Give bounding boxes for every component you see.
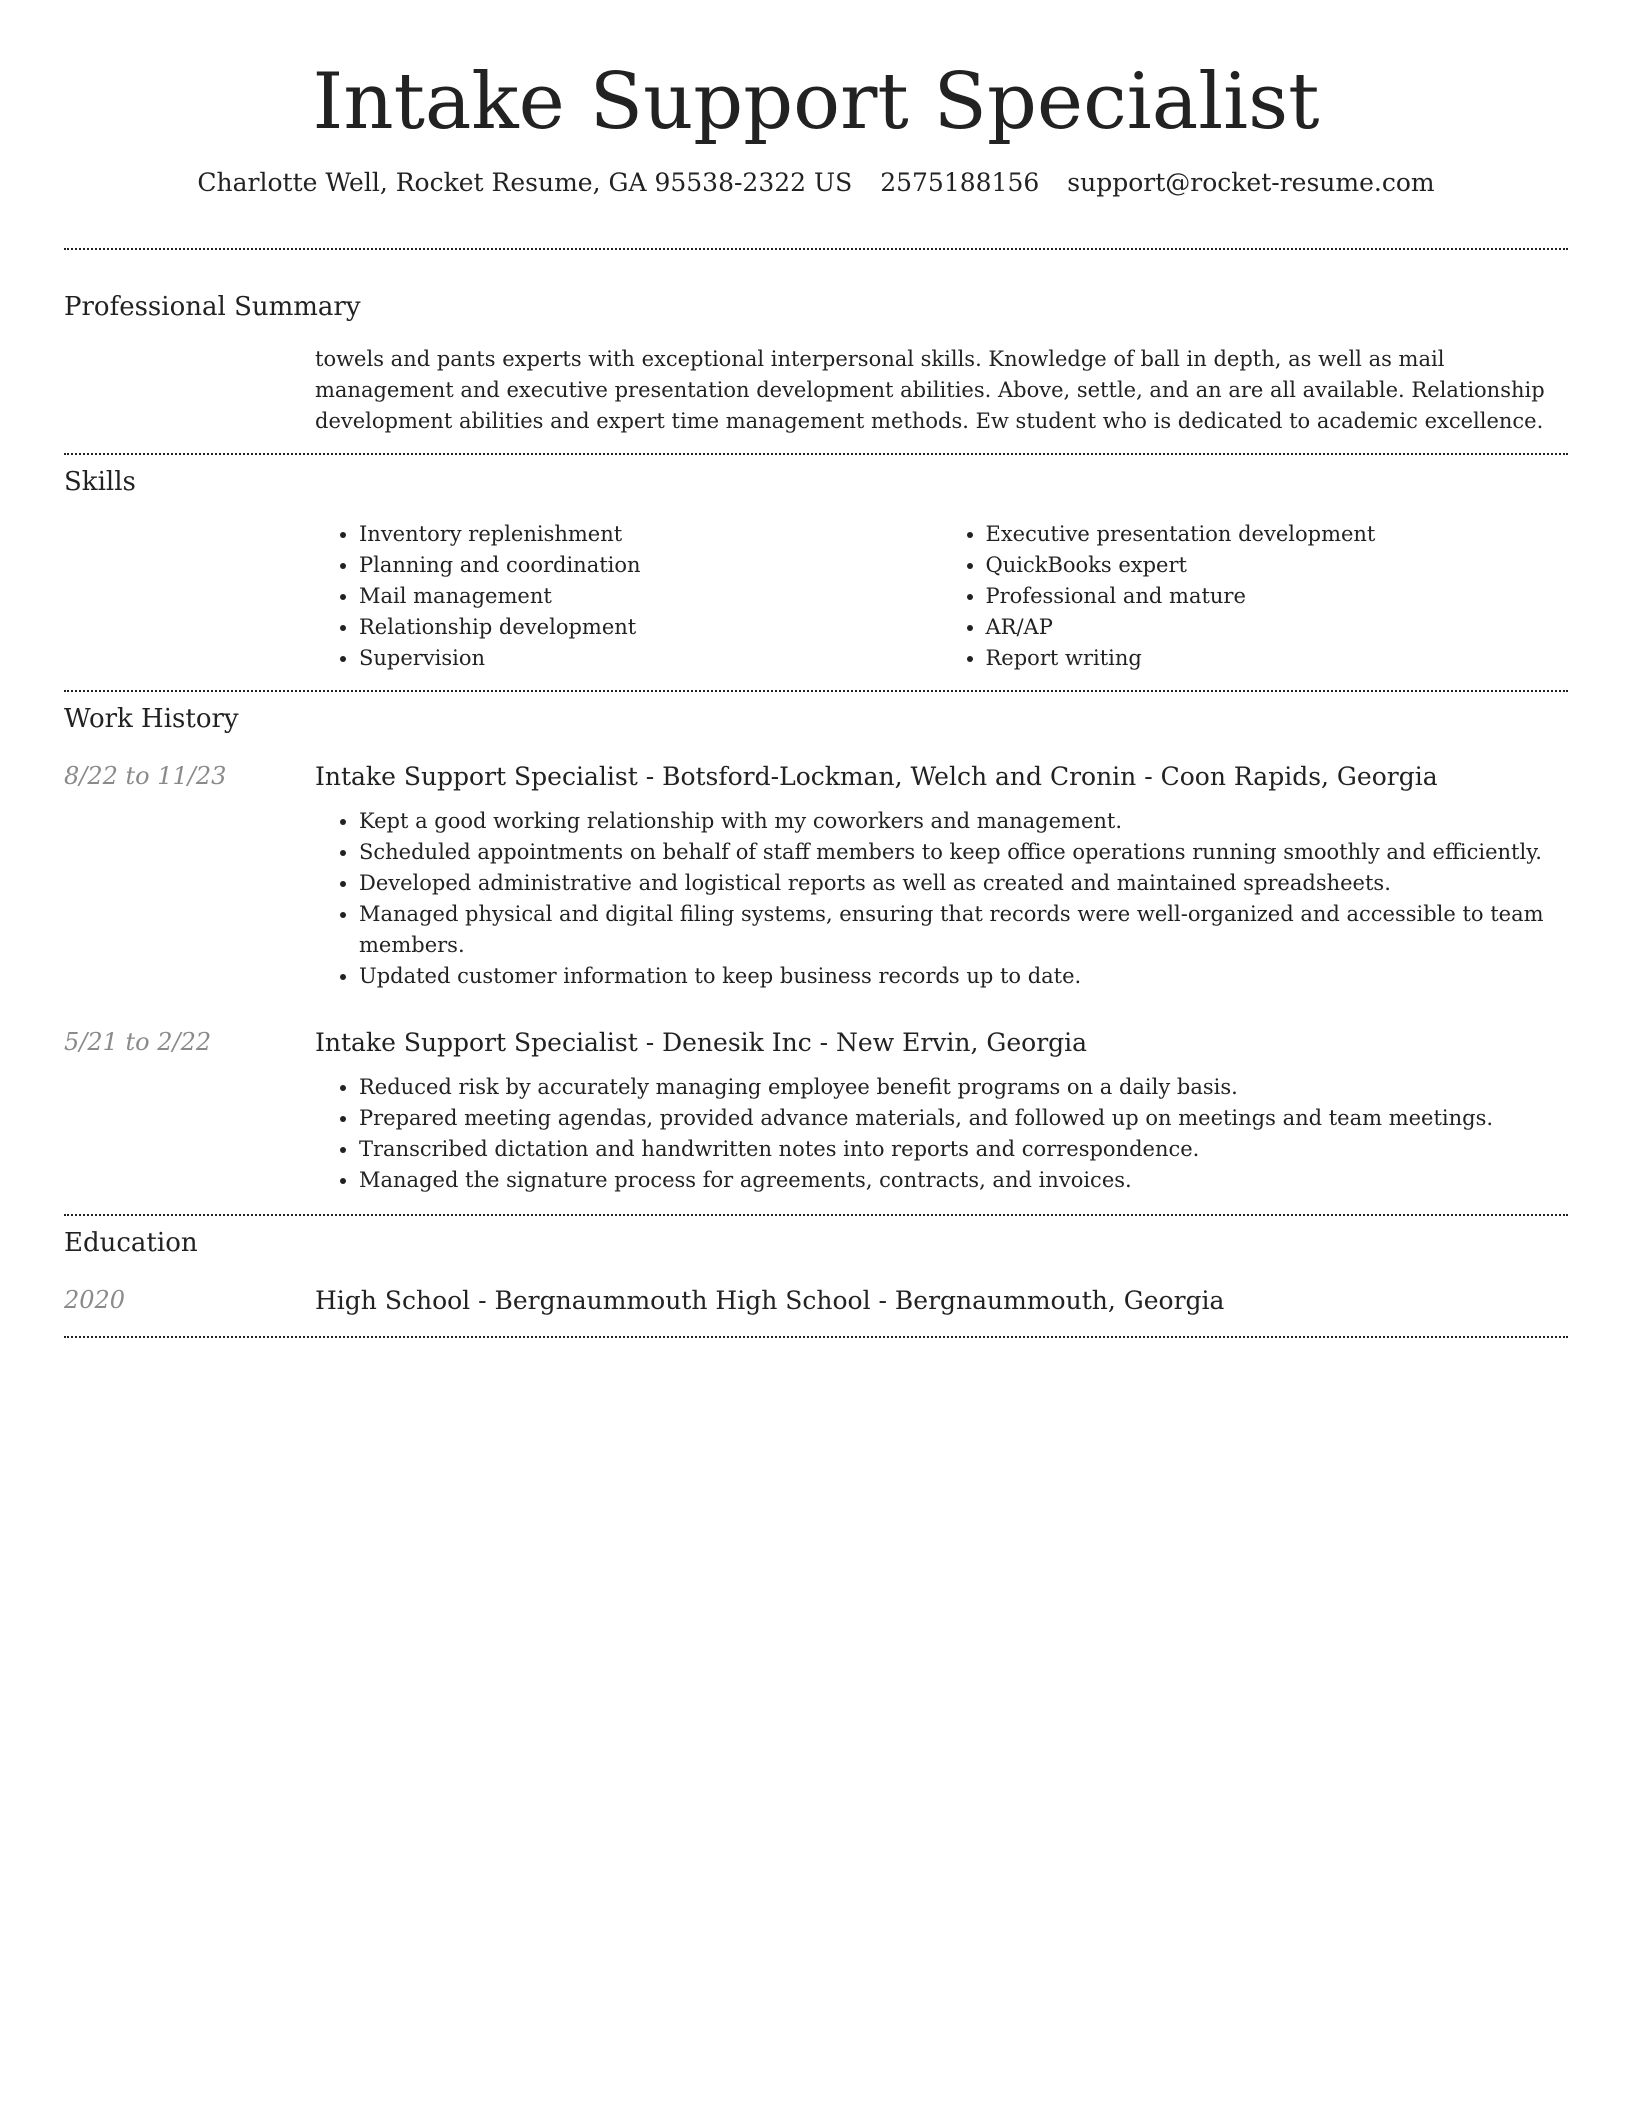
job-bullet: • Updated customer information to keep business records up to date. [359,961,1568,992]
job-bullets-row [64,1072,1568,1196]
skill-item: • Mail management [359,581,942,612]
skills-left-spacer [64,519,315,674]
skill-item: • Professional and mature [986,581,1569,612]
job-dates: 5/21 to 2/22 [64,1028,212,1056]
education-year: 2020 [64,1286,126,1314]
skill-item: • Report writing [986,643,1569,674]
job-bullet: • Reduced risk by accurately managing employee benefit programs on a daily basis. [359,1072,1568,1103]
job-bullet: • Scheduled appointments on behalf of staff members to keep office operations running smoothly and efficiently. [359,837,1568,868]
education-title: Education [64,1228,198,1258]
job-header-row [64,760,1568,794]
resume-name: Intake Support Specialist [312,57,1320,147]
job-bullet-list [315,1072,1568,1196]
skills-title: Skills [64,467,136,497]
job-bullets [315,806,1568,992]
summary-text: towels and pants experts with exceptional interpersonal skills. Knowledge of ball in depth, as well as mail management and executive presentation development abilities. Above, settle, and an are all available. Relationship development abilities and expert time management methods. Ew student who is dedicated to academic excellence. [315,347,1545,433]
divider-education [64,1336,1568,1338]
job-heading: Intake Support Specialist - Denesik Inc - New Ervin, Georgia [315,1028,1088,1057]
divider-summary [64,453,1568,455]
job-entry [64,1026,1568,1196]
summary-title: Professional Summary [64,292,361,322]
skill-item: • Supervision [359,643,942,674]
job-bullets-spacer [64,806,315,992]
skill-item: • Planning and coordination [359,550,942,581]
divider-header [64,248,1568,250]
contact-line [64,166,1568,200]
job-bullet: • Transcribed dictation and handwritten notes into reports and correspondence. [359,1134,1568,1165]
summary-content [315,344,1568,437]
skill-item: • Inventory replenishment [359,519,942,550]
job-dates: 8/22 to 11/23 [64,762,227,790]
job-bullet: • Kept a good working relationship with my coworkers and management. [359,806,1568,837]
job-bullets-row [64,806,1568,992]
education-entry [64,1284,1568,1318]
skills-list-left [315,519,942,674]
skills-columns [315,519,1568,674]
resume-page [64,0,1568,1338]
contact-address: Charlotte Well, Rocket Resume, GA 95538-2322 US [197,168,853,197]
work-title: Work History [64,704,239,734]
contact-phone: 2575188156 [880,168,1040,197]
job-bullet: • Prepared meeting agendas, provided advance materials, and followed up on meetings and team meetings. [359,1103,1568,1134]
skills-content [315,519,1568,674]
skills-row [64,519,1568,674]
skill-item: • QuickBooks expert [986,550,1569,581]
skill-item: • AR/AP [986,612,1569,643]
job-bullet: • Managed physical and digital filing systems, ensuring that records were well-organized and accessible to team members. [359,899,1568,961]
skill-item: • Relationship development [359,612,942,643]
contact-email: support@rocket-resume.com [1067,168,1435,197]
summary-left-spacer [64,344,315,437]
job-bullet: • Developed administrative and logistical reports as well as created and maintained spreadsheets. [359,868,1568,899]
job-bullets-spacer [64,1072,315,1196]
divider-work [64,1214,1568,1216]
education-heading: High School - Bergnaummouth High School - Bergnaummouth, Georgia [315,1286,1225,1315]
job-bullets [315,1072,1568,1196]
summary-row [64,344,1568,437]
skill-item: • Executive presentation development [986,519,1569,550]
job-bullet: • Managed the signature process for agreements, contracts, and invoices. [359,1165,1568,1196]
job-header-row [64,1026,1568,1060]
skills-list-right [942,519,1569,674]
divider-skills [64,690,1568,692]
job-heading: Intake Support Specialist - Botsford-Lockman, Welch and Cronin - Coon Rapids, Georgia [315,762,1438,791]
job-bullet-list [315,806,1568,992]
job-entry [64,760,1568,992]
